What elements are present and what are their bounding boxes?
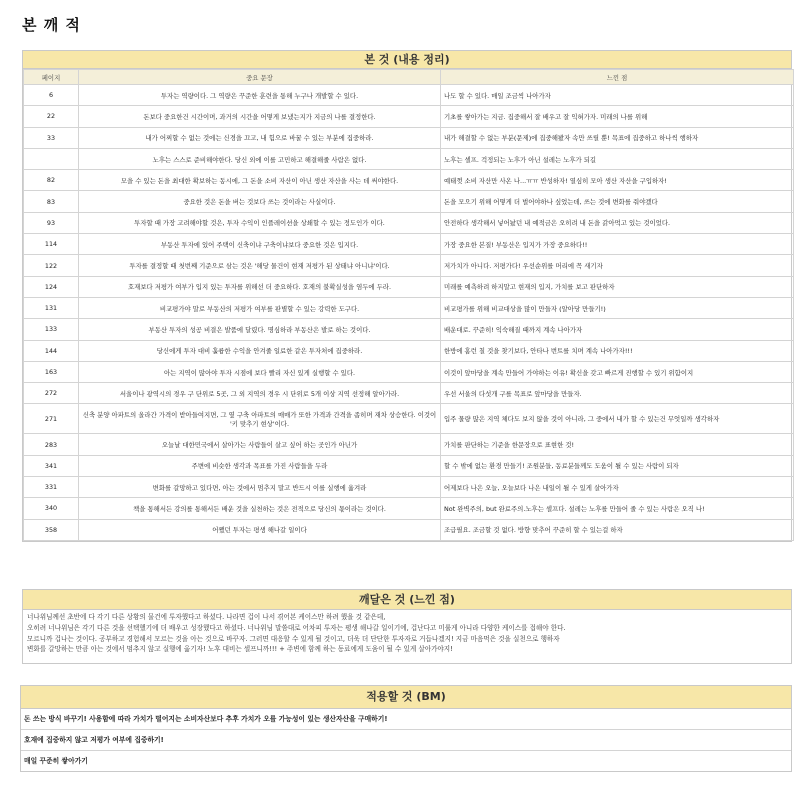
thought-cell: 비교평가를 위해 비교대상을 많이 만들자 (알아당 만들기!) — [441, 297, 794, 318]
table-row — [24, 170, 794, 191]
table-row — [24, 340, 794, 361]
thought-cell: Not 완벽주의, but 완료주의.노후는 셀프다. 설레는 노후를 만들어 줄 수 있는 사람은 오직 나! — [441, 498, 794, 519]
page-cell: 82 — [24, 170, 79, 191]
column-header-page: 페이지 — [24, 70, 79, 85]
thought-cell: 입주 물량 많은 지역 체다도 보지 않을 것이 아니라, 그 중에서 내가 할 수 있는건 무엇일까 생각하자 — [441, 404, 794, 434]
table-row — [24, 383, 794, 404]
quote-cell: 서울이나 광역시의 경우 구 단위로 5곳, 그 외 지역의 경우 시 단위로 5개 이상 지역 선정해 알아가라. — [79, 383, 441, 404]
quote-cell: 비교평가야 말로 부동산의 저평가 여부를 판별할 수 있는 강력한 도구다. — [79, 297, 441, 318]
table-row — [24, 455, 794, 476]
page-title: 본 깨 적 — [22, 16, 81, 34]
quote-cell: 노후는 스스로 준비해야한다. 당신 외에 이를 고민하고 해결해줄 사람은 없다. — [79, 148, 441, 169]
table-row — [24, 477, 794, 498]
page-cell: 358 — [24, 519, 79, 540]
thought-cell: 조급필요. 조금할 것 없다. 방향 맞추어 꾸준히 할 수 있는걸 하자 — [441, 519, 794, 540]
page-cell: 272 — [24, 383, 79, 404]
quote-cell: 돈보다 중요한건 시간이며, 과거의 시간을 어떻게 보냈는지가 지금의 나를 결정한다. — [79, 106, 441, 127]
apply-item: 매일 꾸준히 쌓아가기 — [21, 750, 791, 771]
page-cell — [24, 148, 79, 169]
page-cell: 93 — [24, 212, 79, 233]
page-cell: 114 — [24, 234, 79, 255]
realize-body — [23, 610, 791, 659]
quote-cell: 모을 수 있는 돈을 최대한 확보하는 동시에, 그 돈을 소비 자산이 아닌 생산 자산을 사는 데 써야한다. — [79, 170, 441, 191]
quote-cell: 중요한 것은 돈을 버는 것보다 쓰는 것이라는 사실이다. — [79, 191, 441, 212]
thought-cell: 내가 해결할 수 없는 부분(문제)에 집중해봤자 속만 쓰릴 뿐! 목표에 집중하고 하나씩 행하자 — [441, 127, 794, 148]
quote-cell: 투자할 때 가장 고려해야할 것은, 투자 수익이 인플레이션을 상쇄할 수 있는 정도인가 이다. — [79, 212, 441, 233]
page-cell: 271 — [24, 404, 79, 434]
apply-section — [20, 685, 792, 772]
table-row — [24, 519, 794, 540]
table-row — [24, 127, 794, 148]
table-row — [24, 404, 794, 434]
notes-section-title: 본 것 (내용 정리) — [23, 51, 791, 69]
quote-cell: 변화를 갈망하고 있다면, 아는 것에서 멈추지 말고 반드시 이를 실행에 옮겨라 — [79, 477, 441, 498]
page-cell: 341 — [24, 455, 79, 476]
thought-cell: 할 수 밖에 없는 환경 만들기! 조원분들, 동료분들께도 도움이 될 수 있는 사람이 되자 — [441, 455, 794, 476]
realize-line: 변화를 갈망하는 만큼 아는 것에서 멈추지 않고 실행에 옮기자! 노후 대비는 셀프니까!!! + 주변에 함께 하는 동료에게 도움이 될 수 있게 살아가야지! — [27, 645, 453, 654]
quote-cell: 신축 분양 아파트의 올라간 가격이 받아들여지면, 그 옆 구축 아파트의 매매가 또한 가격과 간격을 좁히며 재차 상승한다. 이것이 '키 맞추기 현상'이다. — [79, 404, 441, 434]
quote-cell: 아는 지역이 많아야 투자 시점에 보다 빨리 자신 있게 실행할 수 있다. — [79, 361, 441, 382]
table-row — [24, 498, 794, 519]
page-cell: 6 — [24, 85, 79, 106]
thought-cell: 배운대로. 꾸준히! 익숙해질 때까지 계속 나아가자 — [441, 319, 794, 340]
apply-item: 돈 쓰는 방식 바꾸기! 사용함에 따라 가치가 떨어지는 소비자산보다 추후 가치가 오를 가능성이 있는 생산자산을 구매하기! — [24, 715, 388, 723]
quote-cell: 부동산 투자에 있어 주택이 신축이냐 구축이냐보다 중요한 것은 입지다. — [79, 234, 441, 255]
table-header-row — [24, 70, 794, 85]
quote-cell: 어쨌던 투자는 평생 해나갈 일이다 — [79, 519, 441, 540]
page-cell: 331 — [24, 477, 79, 498]
realize-line: 오히려 너나위님은 각기 다른 것을 선택했기에 더 배우고 성장했다고 하셨다. 너나위님 말씀대로 어차피 투자는 평생 해나갈 일이기에, 겁난다고 미룰게 아니라 다양한 케이스를 접해야 한다. — [27, 623, 566, 632]
notes-section — [22, 50, 792, 542]
notes-table — [23, 69, 794, 541]
thought-cell: 안전하다 생각해서 넣어놨던 내 예적금은 오히려 내 돈을 갉아먹고 있는 것이었다. — [441, 212, 794, 233]
realize-line: 너나위님께선 초반에 다 각기 다른 상황의 물건에 투자했다고 하셨다. 나라면 겁이 나서 겪어본 케이스만 하려 했을 것 같은데, — [27, 613, 386, 621]
realize-section — [22, 589, 792, 664]
thought-cell: 가치를 판단하는 기준을 한문장으로 표현한 것! — [441, 434, 794, 455]
page-cell: 144 — [24, 340, 79, 361]
thought-cell: 어제보다 나은 오늘, 오늘보다 나은 내일이 될 수 있게 살아가자 — [441, 477, 794, 498]
thought-cell: 미래를 예측하려 하지말고 현재의 입지, 가치를 보고 판단하자 — [441, 276, 794, 297]
thought-cell: 한방에 홈런 칠 것을 찾기보다, 안타나 번트를 치며 계속 나아가자!!! — [441, 340, 794, 361]
notes-table-body — [24, 85, 794, 541]
table-row — [24, 191, 794, 212]
thought-cell: 나도 할 수 있다. 매일 조금씩 나아가자 — [441, 85, 794, 106]
table-row — [24, 212, 794, 233]
table-row — [24, 234, 794, 255]
page-cell: 340 — [24, 498, 79, 519]
realize-section-title: 깨달은 것 (느낀 점) — [23, 590, 791, 610]
quote-cell: 투자를 결정할 때 첫번째 기준으로 삼는 것은 '해당 물건이 현재 저평가 된 상태냐 아니냐'이다. — [79, 255, 441, 276]
apply-item: 호재에 집중하지 않고 저평가 여부에 집중하기! — [21, 729, 791, 750]
table-row — [24, 276, 794, 297]
thought-cell: 이것이 앞마당을 계속 만들어 가야하는 이유! 확신을 갖고 빠르게 진행할 수 있기 위함이지 — [441, 361, 794, 382]
apply-section-title: 적용할 것 (BM) — [21, 686, 791, 709]
table-row — [24, 106, 794, 127]
quote-cell: 주변에 비슷한 생각과 목표를 가진 사람들을 두라 — [79, 455, 441, 476]
column-header-thought: 느낀 점 — [441, 70, 794, 85]
column-header-quote: 중요 문장 — [79, 70, 441, 85]
page-cell: 122 — [24, 255, 79, 276]
page-cell: 22 — [24, 106, 79, 127]
page-cell: 131 — [24, 297, 79, 318]
thought-cell: 예태껏 소비 자산만 사온 나...ㅠㅠ 반성하자! 열심히 모아 생산 자산을 구입하자! — [441, 170, 794, 191]
table-row — [24, 361, 794, 382]
page-cell: 133 — [24, 319, 79, 340]
thought-cell: 저가치가 아니다. 저평가다! 우선순위를 머리에 꼭 새기자 — [441, 255, 794, 276]
quote-cell: 당신에게 투자 대비 훌륭한 수익을 안겨줄 일료한 같은 투자처에 집중하라. — [79, 340, 441, 361]
table-row — [24, 319, 794, 340]
thought-cell: 돈을 모으기 위해 어떻게 더 벌어야하나 싶었는데, 쓰는 것에 변화를 줘야겠다 — [441, 191, 794, 212]
quote-cell: 부동산 투자의 성공 비결은 발품에 달렸다. 명심하라 부동산은 발로 하는 것이다. — [79, 319, 441, 340]
thought-cell: 기초를 쌓아가는 지금. 집중해서 잘 배우고 잘 익혀가자. 미래의 나를 위해 — [441, 106, 794, 127]
quote-cell: 투자는 역량이다. 그 역량은 꾸준한 훈련을 통해 누구나 개발할 수 있다. — [79, 85, 441, 106]
page-cell: 163 — [24, 361, 79, 382]
page-cell: 124 — [24, 276, 79, 297]
quote-cell: 내가 어찌할 수 없는 것에는 신경을 끄고, 내 힘으로 바꿀 수 있는 부분에 집중하라. — [79, 127, 441, 148]
realize-line: 모르니까 겁나는 것이다. 공부하고 경험해서 모르는 것을 아는 것으로 바꾸자. 그러면 대응할 수 있게 될 것이고, 더욱 더 단단한 투자자로 거듭나겠지! 지금 마음먹은 것을 실천으로 행하자 — [27, 634, 560, 643]
thought-cell: 우선 서울의 다섯개 구를 목표로 앞마당을 만들자. — [441, 383, 794, 404]
table-row — [24, 255, 794, 276]
table-row — [24, 434, 794, 455]
thought-cell: 가장 중요한 본질! 부동산은 입지가 가장 중요하다!! — [441, 234, 794, 255]
page-cell: 83 — [24, 191, 79, 212]
table-row — [24, 148, 794, 169]
quote-cell: 호재보다 저평가 여부가 입지 있는 투자를 위해선 더 중요하다. 호재의 불확실성을 염두에 두라. — [79, 276, 441, 297]
quote-cell: 오늘날 대한민국에서 살아가는 사람들이 살고 싶어 하는 곳인가 아닌가 — [79, 434, 441, 455]
page-cell: 33 — [24, 127, 79, 148]
page-cell: 283 — [24, 434, 79, 455]
quote-cell: 책을 통해서든 강의를 통해서든 배운 것을 실천하는 것은 전적으로 당신의 몫이라는 것이다. — [79, 498, 441, 519]
thought-cell: 노후는 셀프. 걱정되는 노후가 아닌 설레는 노후가 되길 — [441, 148, 794, 169]
table-row — [24, 85, 794, 106]
table-row — [24, 297, 794, 318]
